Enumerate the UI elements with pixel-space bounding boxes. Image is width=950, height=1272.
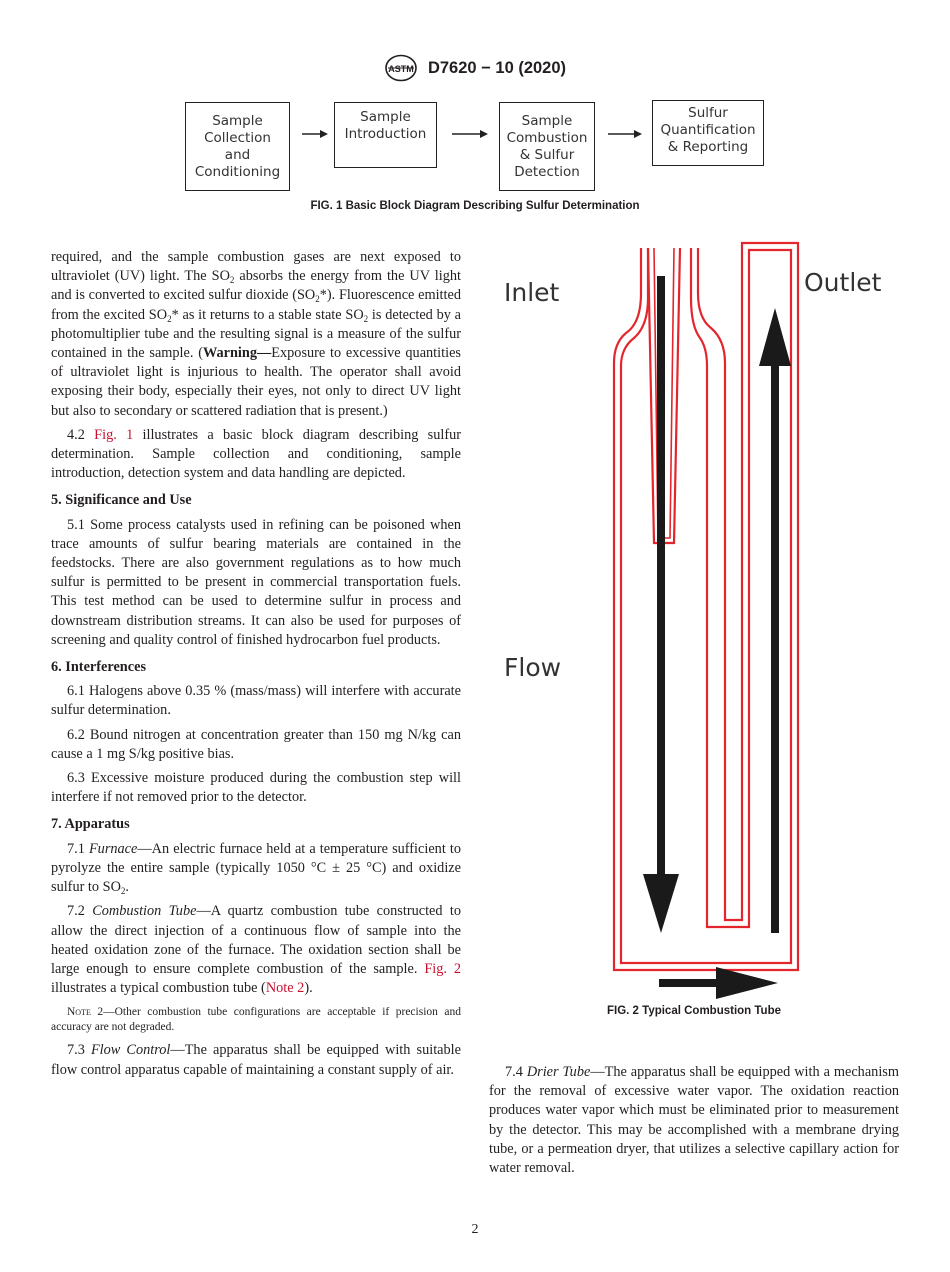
section-5-heading: 5. Significance and Use — [51, 492, 192, 509]
paragraph-4-1-continued — [51, 248, 461, 421]
block-text: Sulfur — [688, 105, 728, 121]
term: Furnace — [88, 840, 138, 857]
block-text: Detection — [514, 163, 580, 180]
note-2 — [51, 1005, 461, 1035]
subscript: 2 — [315, 294, 320, 305]
paragraph-7-2 — [51, 902, 461, 998]
text: absorbs the energy from the UV light and is converted to excited sulfur dioxide (SO — [51, 268, 461, 304]
right-arrow — [659, 967, 778, 999]
combustion-tube-drawing — [496, 238, 906, 1003]
text: Exposure to excessive quantities of ultraviolet light is injurious to health. The operator shall avoid exposing their body, especially their eyes, not only to direct UV light but also to secondary or scattered radiation that is present.) — [51, 345, 461, 419]
up-arrow — [759, 308, 791, 933]
block-text: Collection — [204, 129, 271, 146]
paragraph-6-1: 6.1 Halogens above 0.35 % (mass/mass) will interfere with accurate sulfur determination. — [51, 683, 461, 719]
block-text: Combustion — [506, 129, 588, 146]
arrow-1 — [302, 130, 328, 138]
block-text: Introduction — [344, 126, 427, 142]
paragraph-7-1 — [51, 840, 461, 898]
flow-arrows — [180, 100, 780, 195]
page-header — [0, 54, 950, 82]
down-arrow — [643, 276, 679, 933]
block-text: Sample — [360, 109, 411, 125]
warning-label: Warning— — [202, 345, 272, 362]
standard-designation: D7620 − 10 (2020) — [427, 58, 567, 77]
section-6-heading: 6. Interferences — [51, 659, 147, 676]
inlet-label: Inlet — [504, 278, 560, 307]
subscript: 2 — [167, 313, 172, 324]
term: Drier Tube — [526, 1064, 591, 1080]
block-text: Conditioning — [194, 163, 281, 180]
term: Combustion Tube — [92, 903, 197, 920]
text: . — [125, 879, 129, 896]
text: 7.1 — [67, 840, 89, 857]
text: ). — [304, 980, 313, 997]
fig2-link[interactable]: Fig. 2 — [424, 960, 461, 977]
text: —The apparatus shall be equipped with a mechanism for the removal of excessive water vapor. The oxidation reaction produces water vapor which must be eliminated prior to measurement by the detector. This may be accomplished with a membrane drying tube, or a permeation dryer, that utilizes a selective capillary action for water removal. — [489, 1064, 899, 1177]
note2-link[interactable]: Note 2 — [265, 980, 305, 997]
paragraph-7-3 — [51, 1041, 461, 1079]
figure-1-caption: FIG. 1 Basic Block Diagram Describing Sulfur Determination — [310, 200, 640, 212]
figure-2-caption: FIG. 2 Typical Combustion Tube — [607, 1005, 781, 1017]
astm-logo-text: ASTM — [388, 64, 414, 74]
arrow-2 — [452, 130, 488, 138]
text: 7.4 — [505, 1064, 527, 1080]
right-column — [489, 1063, 899, 1183]
fig1-link[interactable]: Fig. 1 — [94, 426, 134, 443]
block-text: Sample — [212, 112, 263, 129]
figure-2-combustion-tube — [496, 238, 906, 1003]
block-text: and — [224, 146, 251, 163]
subscript: 2 — [363, 313, 369, 324]
subscript: 2 — [120, 886, 126, 897]
text: * as it returns to a stable state SO — [171, 306, 364, 323]
section-7-heading: 7. Apparatus — [51, 816, 130, 833]
text: 2—Other combustion tube configurations are acceptable if precision and accuracy are not degraded. — [51, 1006, 461, 1034]
note-label: Note — [67, 1006, 91, 1019]
paragraph-6-3: 6.3 Excessive moisture produced during the combustion step will interfere if not removed prior to the detector. — [51, 770, 461, 806]
text: 7.3 — [67, 1042, 91, 1059]
block-text: Quantification — [660, 122, 756, 138]
figure-1-block-diagram — [180, 100, 780, 195]
block-text: & Sulfur — [519, 146, 575, 163]
subscript: 2 — [229, 275, 235, 286]
page-number: 2 — [471, 1222, 479, 1237]
paragraph-5-1: 5.1 Some process catalysts used in refining can be poisoned when trace amounts of sulfur bearing materials are contained in the feedstocks. There are also government regulations as to how much sulfur is permitted to be present in commercial transportation fuels. This test method can be used to determine sulfur in process and downstream distribution streams. It can also be used for purposes of screening and quality control of finished hydrocarbon fuel products. — [51, 516, 461, 648]
astm-logo — [384, 54, 418, 82]
term: Flow Control — [90, 1042, 171, 1059]
paragraph-6-2: 6.2 Bound nitrogen at concentration greater than 150 mg N/kg can cause a 1 mg S/kg positive bias. — [51, 726, 461, 762]
text: 7.2 — [67, 903, 93, 920]
arrow-3 — [608, 130, 642, 138]
text: —The apparatus shall be equipped with suitable flow control apparatus capable of maintaining a constant supply of air. — [51, 1042, 461, 1078]
text: —A quartz combustion tube constructed to allow the direct injection of a continuous flow of sample into the heated oxidation zone of the furnace. The oxidation section shall be large enough to ensure complete combustion of the sample. — [51, 903, 461, 977]
paragraph-7-4 — [489, 1063, 899, 1178]
block-text: & Reporting — [667, 139, 749, 155]
text: required, and the sample combustion gases are next exposed to ultraviolet (UV) light. The SO — [51, 249, 461, 285]
outlet-label: Outlet — [804, 268, 882, 297]
text: 4.2 — [67, 426, 95, 443]
text: illustrates a typical combustion tube ( — [51, 980, 266, 997]
paragraph-4-2 — [51, 426, 461, 484]
text: is detected by a photomultiplier tube and the resulting signal is a measure of the sulfur contained in the sample. ( — [51, 306, 461, 362]
text: —An electric furnace held at a temperature sufficient to pyrolyze the entire sample (typically 1050 °C ± 25 °C) and oxidize sulfur to SO — [51, 840, 461, 896]
text: illustrates a basic block diagram describing sulfur determination. Sample collection and conditioning, sample introduction, detection system and data handling are depicted. — [51, 426, 461, 482]
flow-label: Flow — [504, 653, 562, 682]
text: *). Fluorescence emitted from the excited SO — [51, 287, 461, 323]
block-text: Sample — [521, 112, 573, 129]
left-column — [51, 248, 461, 1085]
